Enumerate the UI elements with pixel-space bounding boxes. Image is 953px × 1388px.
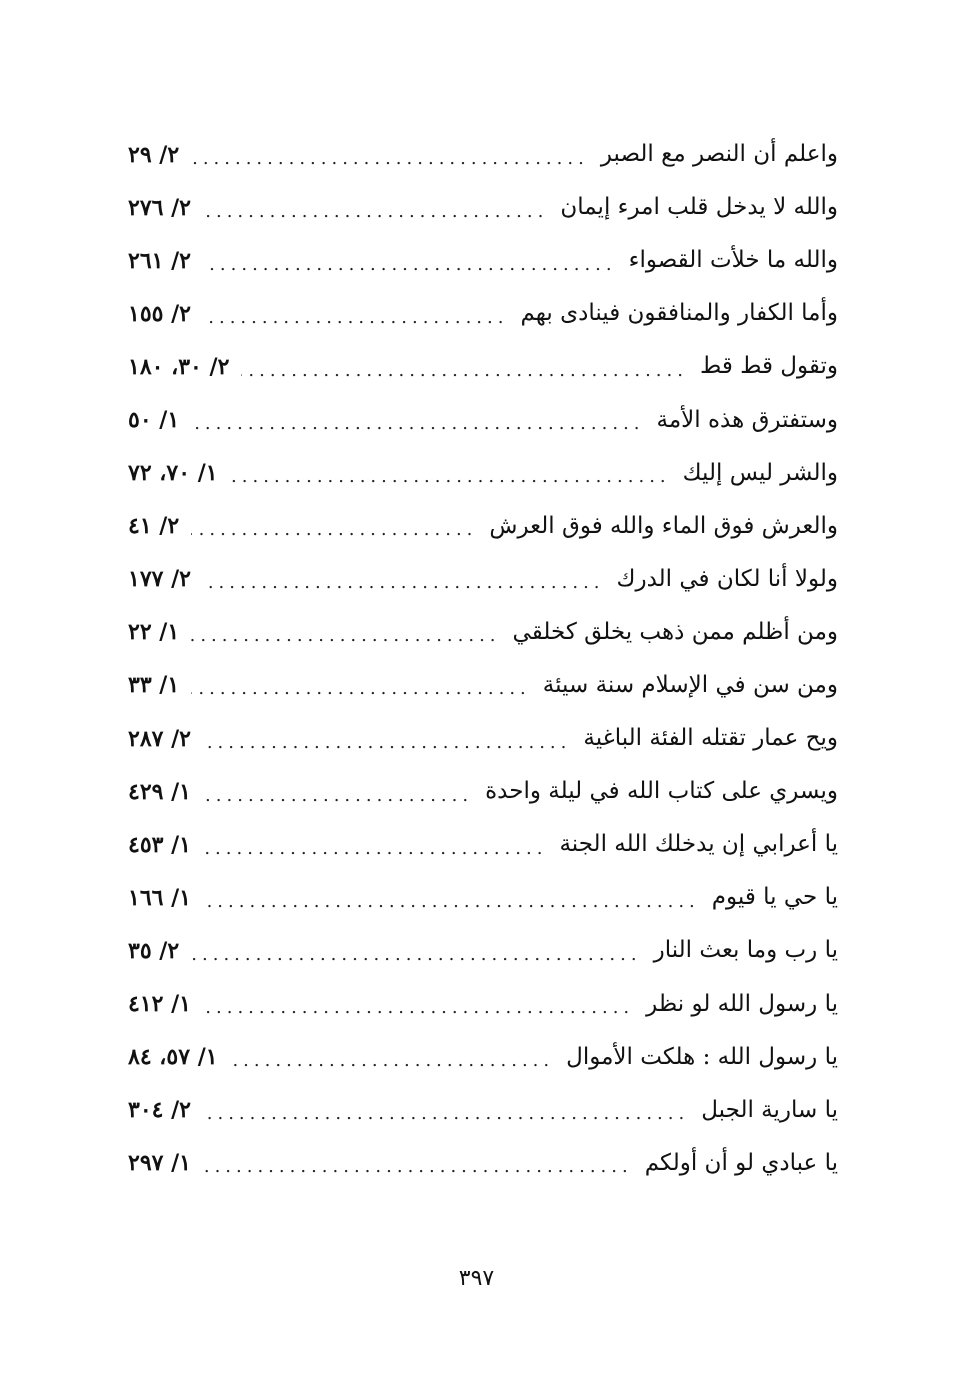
entry-text: يا سارية الجبل [701,1096,838,1123]
dot-leader [191,680,531,698]
dot-leader [191,946,641,964]
index-entry [128,978,838,1031]
index-list [128,128,838,1190]
index-entry [128,818,838,871]
page-number: ٣٩٧ [458,1266,495,1291]
dot-leader [203,1105,689,1123]
entry-text: ويسري على كتاب الله في ليلة واحدة [485,778,838,805]
entry-reference: ١/ ٢٢ [128,619,180,646]
index-entry [128,287,838,340]
index-entry [128,1137,838,1190]
index-entry [128,606,838,659]
entry-text: وأما الكفار والمنافقون فينادى بهم [520,300,838,327]
dot-leader [203,893,700,911]
index-entry [128,1084,838,1137]
entry-reference: ٢/ ٢٨٧ [128,725,191,752]
entry-reference: ٢/ ٤١ [128,513,180,540]
index-entry [128,393,838,446]
entry-reference: ٢/ ١٥٥ [128,300,191,327]
dot-leader [203,999,634,1017]
entry-reference: ١/ ٣٣ [128,672,180,699]
entry-text: وستفترق هذه الأمة [656,406,838,433]
dot-leader [191,521,477,539]
entry-text: يا رب وما بعث النار [653,937,838,964]
dot-leader [230,1052,555,1070]
entry-reference: ١/ ٢٩٧ [128,1150,191,1177]
index-entry [128,340,838,393]
entry-reference: ١/ ٥٧، ٨٤ [128,1044,218,1071]
entry-text: يا أعرابي إن يدخلك الله الجنة [559,831,838,858]
entry-text: والله ما خلأت القصواء [628,247,838,274]
dot-leader [203,787,473,805]
entry-text: والله لا يدخل قلب امرء إيمان [560,194,838,221]
entry-reference: ١/ ٤١٢ [128,991,191,1018]
index-entry [128,447,838,500]
entry-reference: ٢/ ٣٥ [128,937,180,964]
dot-leader [191,415,644,433]
entry-reference: ٢/ ٢٦١ [128,247,191,274]
dot-leader [203,309,509,327]
dot-leader [203,734,571,752]
entry-reference: ٢/ ٣٠٤ [128,1097,191,1124]
index-entry [128,234,838,287]
index-entry [128,181,838,234]
entry-text: ومن أظلم ممن ذهب يخلق كخلقي [512,618,838,645]
entry-reference: ٢/ ٢٧٦ [128,194,191,221]
dot-leader [230,468,671,486]
index-entry [128,765,838,818]
entry-text: ومن سن في الإسلام سنة سيئة [542,671,838,698]
entry-reference: ١/ ٤٢٩ [128,778,191,805]
entry-text: يا رسول الله لو نظر [646,990,838,1017]
entry-reference: ٢/ ٢٩ [128,141,180,168]
dot-leader [191,627,500,645]
entry-text: والشر ليس إليك [682,459,838,486]
entry-reference: ١/ ٤٥٣ [128,831,191,858]
index-entry [128,128,838,181]
index-entry [128,659,838,712]
entry-text: وتقول قط قط [699,353,838,380]
index-entry [128,924,838,977]
entry-reference: ١/ ٧٠، ٧٢ [128,460,218,487]
entry-text: يا رسول الله : هلكت الأموال [566,1043,838,1070]
entry-text: يا عبادي لو أن أولكم [644,1149,838,1176]
entry-text: واعلم أن النصر مع الصبر [600,141,838,168]
dot-leader [203,1158,633,1176]
entry-text: والعرش فوق الماء والله فوق العرش [489,512,838,539]
entry-reference: ٢/ ١٧٧ [128,566,191,593]
entry-reference: ٢/ ٣٠، ١٨٠ [128,353,230,380]
entry-text: ويح عمار تقتله الفئة الباغية [583,725,838,752]
index-entry [128,712,838,765]
dot-leader [241,362,688,380]
dot-leader [203,256,617,274]
index-entry [128,871,838,924]
index-entry [128,500,838,553]
entry-text: ولولا أنا لكان في الدرك [616,565,838,592]
dot-leader [191,150,589,168]
entry-reference: ١/ ١٦٦ [128,884,191,911]
dot-leader [203,574,605,592]
index-entry [128,553,838,606]
index-entry [128,1031,838,1084]
dot-leader [203,203,548,221]
entry-reference: ١/ ٥٠ [128,407,180,434]
dot-leader [203,840,547,858]
entry-text: يا حي يا قيوم [711,884,838,911]
